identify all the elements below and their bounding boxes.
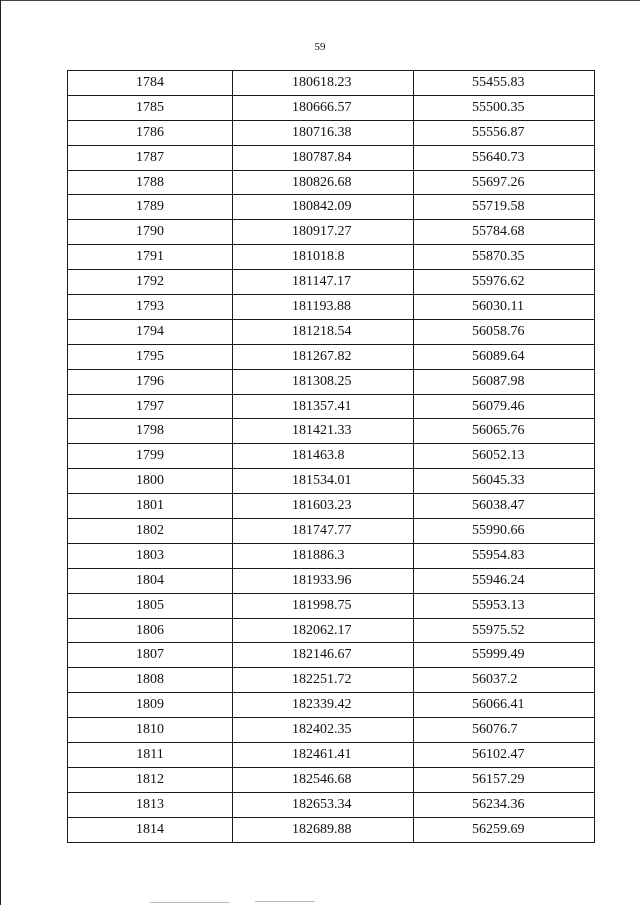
table-row [68,593,595,618]
table-row [68,319,595,344]
value-2-cell: 56065.76 [414,419,595,444]
table-row [68,618,595,643]
value-1-cell: 180917.27 [233,220,414,245]
value-1-cell: 181308.25 [233,369,414,394]
value-1-cell: 181147.17 [233,270,414,295]
value-2-cell: 55719.58 [414,195,595,220]
table-row [68,444,595,469]
year-cell: 1804 [68,568,233,593]
table-row [68,817,595,842]
value-1-cell: 181463.8 [233,444,414,469]
value-1-cell: 182402.35 [233,718,414,743]
table-row [68,792,595,817]
year-cell: 1796 [68,369,233,394]
year-cell: 1794 [68,319,233,344]
table-row [68,693,595,718]
value-1-cell: 181421.33 [233,419,414,444]
value-2-cell: 55990.66 [414,519,595,544]
value-2-cell: 56234.36 [414,792,595,817]
value-1-cell: 180842.09 [233,195,414,220]
table-row [68,369,595,394]
value-2-cell: 55954.83 [414,543,595,568]
value-2-cell: 56038.47 [414,494,595,519]
table-row [68,344,595,369]
value-2-cell: 55784.68 [414,220,595,245]
value-2-cell: 56037.2 [414,668,595,693]
value-2-cell: 56259.69 [414,817,595,842]
year-cell: 1791 [68,245,233,270]
year-cell: 1793 [68,295,233,320]
year-cell: 1809 [68,693,233,718]
table-row [68,568,595,593]
value-1-cell: 181747.77 [233,519,414,544]
year-cell: 1808 [68,668,233,693]
year-cell: 1811 [68,743,233,768]
value-2-cell: 56076.7 [414,718,595,743]
year-cell: 1789 [68,195,233,220]
value-1-cell: 180666.57 [233,95,414,120]
value-1-cell: 181998.75 [233,593,414,618]
value-2-cell: 55455.83 [414,71,595,96]
value-2-cell: 55999.49 [414,643,595,668]
year-cell: 1784 [68,71,233,96]
value-2-cell: 55976.62 [414,270,595,295]
page-edge-left [0,0,1,905]
table-row [68,668,595,693]
data-table-container [67,70,594,843]
value-2-cell: 56045.33 [414,469,595,494]
value-1-cell: 181886.3 [233,543,414,568]
year-cell: 1814 [68,817,233,842]
year-cell: 1800 [68,469,233,494]
value-1-cell: 181534.01 [233,469,414,494]
table-row [68,71,595,96]
value-2-cell: 56087.98 [414,369,595,394]
scan-artifact [255,901,315,902]
value-1-cell: 182546.68 [233,767,414,792]
table-row [68,469,595,494]
value-2-cell: 55870.35 [414,245,595,270]
table-row [68,195,595,220]
table-row [68,494,595,519]
table-row [68,245,595,270]
value-1-cell: 180826.68 [233,170,414,195]
value-1-cell: 181933.96 [233,568,414,593]
year-cell: 1799 [68,444,233,469]
year-cell: 1801 [68,494,233,519]
table-row [68,718,595,743]
value-1-cell: 180716.38 [233,120,414,145]
table-row [68,519,595,544]
year-cell: 1806 [68,618,233,643]
value-1-cell: 181218.54 [233,319,414,344]
year-cell: 1803 [68,543,233,568]
value-1-cell: 182461.41 [233,743,414,768]
year-cell: 1813 [68,792,233,817]
table-row [68,543,595,568]
value-1-cell: 182146.67 [233,643,414,668]
table-row [68,120,595,145]
value-2-cell: 55953.13 [414,593,595,618]
value-1-cell: 182062.17 [233,618,414,643]
value-1-cell: 181018.8 [233,245,414,270]
year-cell: 1785 [68,95,233,120]
year-cell: 1788 [68,170,233,195]
value-2-cell: 56058.76 [414,319,595,344]
year-cell: 1807 [68,643,233,668]
page-number: 59 [314,41,326,53]
value-1-cell: 182653.34 [233,792,414,817]
year-cell: 1798 [68,419,233,444]
year-cell: 1805 [68,593,233,618]
value-1-cell: 181267.82 [233,344,414,369]
year-cell: 1802 [68,519,233,544]
value-2-cell: 56079.46 [414,394,595,419]
table-body [68,71,595,843]
value-2-cell: 55640.73 [414,145,595,170]
year-cell: 1812 [68,767,233,792]
value-2-cell: 55697.26 [414,170,595,195]
value-2-cell: 55556.87 [414,120,595,145]
value-2-cell: 56102.47 [414,743,595,768]
table-row [68,394,595,419]
table-row [68,145,595,170]
value-2-cell: 55975.52 [414,618,595,643]
value-1-cell: 181357.41 [233,394,414,419]
table-row [68,767,595,792]
table-row [68,643,595,668]
page-edge-top [0,0,640,1]
value-2-cell: 56157.29 [414,767,595,792]
table-row [68,743,595,768]
year-cell: 1797 [68,394,233,419]
year-cell: 1790 [68,220,233,245]
value-2-cell: 56052.13 [414,444,595,469]
value-2-cell: 55500.35 [414,95,595,120]
value-1-cell: 181603.23 [233,494,414,519]
value-1-cell: 182339.42 [233,693,414,718]
year-cell: 1786 [68,120,233,145]
year-cell: 1810 [68,718,233,743]
table-row [68,95,595,120]
table-row [68,170,595,195]
value-1-cell: 180787.84 [233,145,414,170]
year-cell: 1787 [68,145,233,170]
value-2-cell: 55946.24 [414,568,595,593]
value-1-cell: 182251.72 [233,668,414,693]
value-2-cell: 56030.11 [414,295,595,320]
year-cell: 1795 [68,344,233,369]
data-table [67,70,595,843]
value-2-cell: 56066.41 [414,693,595,718]
value-1-cell: 181193.88 [233,295,414,320]
year-cell: 1792 [68,270,233,295]
value-1-cell: 180618.23 [233,71,414,96]
scan-artifact [150,902,230,903]
table-row [68,295,595,320]
table-row [68,419,595,444]
value-2-cell: 56089.64 [414,344,595,369]
value-1-cell: 182689.88 [233,817,414,842]
table-row [68,270,595,295]
table-row [68,220,595,245]
